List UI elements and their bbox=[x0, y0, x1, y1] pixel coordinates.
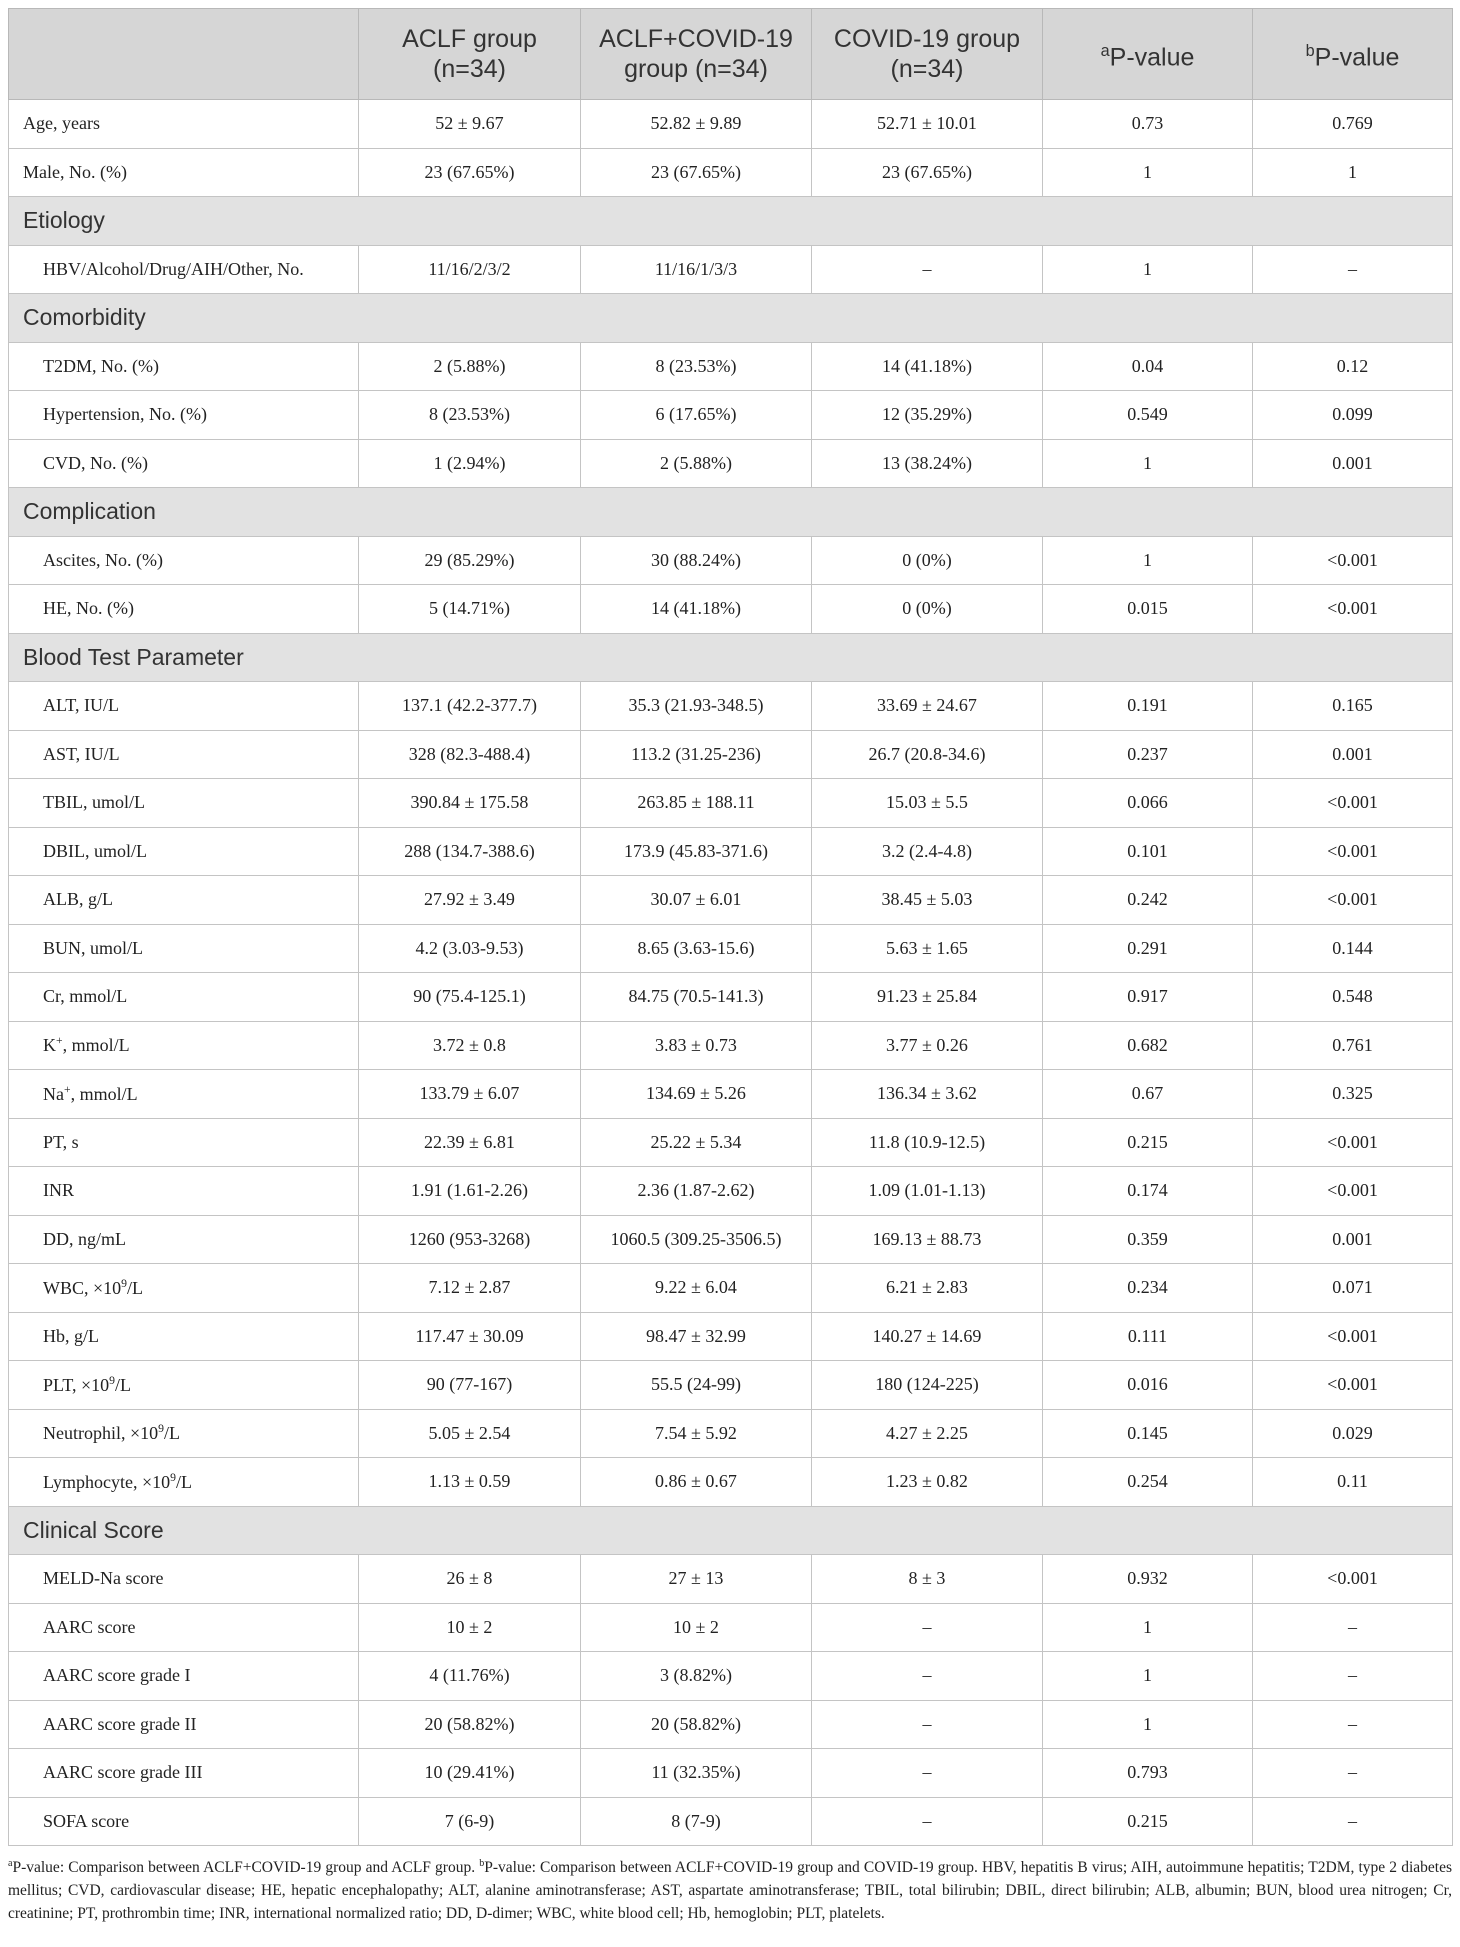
header-blank bbox=[9, 9, 359, 100]
table-row bbox=[9, 1749, 1453, 1798]
table-cell: 0.215 bbox=[1043, 1118, 1253, 1167]
table-cell: – bbox=[812, 1749, 1043, 1798]
table-row bbox=[9, 924, 1453, 973]
section-label: Blood Test Parameter bbox=[9, 633, 1453, 682]
table-cell: 10 ± 2 bbox=[581, 1603, 812, 1652]
row-label: AARC score grade I bbox=[9, 1652, 359, 1701]
table-cell: 8.65 (3.63-15.6) bbox=[581, 924, 812, 973]
table-cell: <0.001 bbox=[1253, 827, 1453, 876]
table-row bbox=[9, 1215, 1453, 1264]
table-cell: 0.682 bbox=[1043, 1021, 1253, 1070]
row-label: Male, No. (%) bbox=[9, 148, 359, 197]
table-cell: 1 (2.94%) bbox=[359, 439, 581, 488]
section-label: Etiology bbox=[9, 197, 1453, 246]
row-label: Na+, mmol/L bbox=[9, 1070, 359, 1119]
table-cell: 0.769 bbox=[1253, 100, 1453, 149]
table-cell: 3 (8.82%) bbox=[581, 1652, 812, 1701]
table-cell: 6.21 ± 2.83 bbox=[812, 1264, 1043, 1313]
table-row bbox=[9, 779, 1453, 828]
row-label: AST, IU/L bbox=[9, 730, 359, 779]
table-cell: 0.191 bbox=[1043, 682, 1253, 731]
row-label: PT, s bbox=[9, 1118, 359, 1167]
table-cell: 0.932 bbox=[1043, 1555, 1253, 1604]
table-cell: 6 (17.65%) bbox=[581, 391, 812, 440]
table-cell: 0.234 bbox=[1043, 1264, 1253, 1313]
table-cell: 27 ± 13 bbox=[581, 1555, 812, 1604]
table-cell: 0.86 ± 0.67 bbox=[581, 1458, 812, 1507]
table-cell: – bbox=[1253, 245, 1453, 294]
row-label: ALT, IU/L bbox=[9, 682, 359, 731]
header-a-pvalue: $^a$P-value bbox=[1043, 9, 1253, 100]
table-cell: 35.3 (21.93-348.5) bbox=[581, 682, 812, 731]
row-label: CVD, No. (%) bbox=[9, 439, 359, 488]
row-label: SOFA score bbox=[9, 1797, 359, 1846]
table-cell: 0.001 bbox=[1253, 439, 1453, 488]
table-cell: 1260 (953-3268) bbox=[359, 1215, 581, 1264]
table-cell: 52 ± 9.67 bbox=[359, 100, 581, 149]
table-cell: 26.7 (20.8-34.6) bbox=[812, 730, 1043, 779]
table-cell: 134.69 ± 5.26 bbox=[581, 1070, 812, 1119]
table-row bbox=[9, 391, 1453, 440]
row-label: DBIL, umol/L bbox=[9, 827, 359, 876]
table-cell: 91.23 ± 25.84 bbox=[812, 973, 1043, 1022]
table-row bbox=[9, 1458, 1453, 1507]
table-row bbox=[9, 1409, 1453, 1458]
table-cell: 23 (67.65%) bbox=[581, 148, 812, 197]
table-cell: 11/16/2/3/2 bbox=[359, 245, 581, 294]
table-cell: 1.91 (1.61-2.26) bbox=[359, 1167, 581, 1216]
table-cell: 1 bbox=[1043, 148, 1253, 197]
table-cell: – bbox=[1253, 1797, 1453, 1846]
table-row bbox=[9, 1312, 1453, 1361]
table-cell: 8 (23.53%) bbox=[359, 391, 581, 440]
table-cell: 10 (29.41%) bbox=[359, 1749, 581, 1798]
row-label: DD, ng/mL bbox=[9, 1215, 359, 1264]
row-label: Age, years bbox=[9, 100, 359, 149]
section-label: Comorbidity bbox=[9, 294, 1453, 343]
table-cell: 7.12 ± 2.87 bbox=[359, 1264, 581, 1313]
table-cell: 0.67 bbox=[1043, 1070, 1253, 1119]
table-row bbox=[9, 245, 1453, 294]
table-row bbox=[9, 1652, 1453, 1701]
table-cell: 136.34 ± 3.62 bbox=[812, 1070, 1043, 1119]
table-cell: 0.001 bbox=[1253, 730, 1453, 779]
table-cell: 20 (58.82%) bbox=[359, 1700, 581, 1749]
table-cell: 90 (75.4-125.1) bbox=[359, 973, 581, 1022]
table-cell: 7 (6-9) bbox=[359, 1797, 581, 1846]
header-covid-group: COVID-19 group (n=34) bbox=[812, 9, 1043, 100]
table-cell: <0.001 bbox=[1253, 1118, 1453, 1167]
table-cell: 0 (0%) bbox=[812, 585, 1043, 634]
row-label: MELD-Na score bbox=[9, 1555, 359, 1604]
table-cell: 0.359 bbox=[1043, 1215, 1253, 1264]
table-row bbox=[9, 148, 1453, 197]
data-table bbox=[8, 8, 1453, 1846]
header-b-pvalue: $^b$P-value bbox=[1253, 9, 1453, 100]
table-cell: 0.071 bbox=[1253, 1264, 1453, 1313]
table-cell: 2.36 (1.87-2.62) bbox=[581, 1167, 812, 1216]
table-cell: – bbox=[1253, 1749, 1453, 1798]
table-cell: 0.917 bbox=[1043, 973, 1253, 1022]
table-row bbox=[9, 876, 1453, 925]
section-row bbox=[9, 488, 1453, 537]
table-cell: <0.001 bbox=[1253, 536, 1453, 585]
table-row bbox=[9, 1167, 1453, 1216]
table-cell: 13 (38.24%) bbox=[812, 439, 1043, 488]
table-cell: 90 (77-167) bbox=[359, 1361, 581, 1410]
table-cell: 23 (67.65%) bbox=[812, 148, 1043, 197]
table-row bbox=[9, 973, 1453, 1022]
table-cell: 0.291 bbox=[1043, 924, 1253, 973]
table-cell: 30 (88.24%) bbox=[581, 536, 812, 585]
table-cell: 20 (58.82%) bbox=[581, 1700, 812, 1749]
table-cell: 117.47 ± 30.09 bbox=[359, 1312, 581, 1361]
row-label: BUN, umol/L bbox=[9, 924, 359, 973]
table-cell: – bbox=[812, 1603, 1043, 1652]
table-cell: 0.761 bbox=[1253, 1021, 1453, 1070]
table-cell: 1.23 ± 0.82 bbox=[812, 1458, 1043, 1507]
table-cell: 22.39 ± 6.81 bbox=[359, 1118, 581, 1167]
table-cell: 390.84 ± 175.58 bbox=[359, 779, 581, 828]
section-row bbox=[9, 1506, 1453, 1555]
table-cell: <0.001 bbox=[1253, 876, 1453, 925]
table-row bbox=[9, 682, 1453, 731]
table-body bbox=[9, 100, 1453, 1846]
row-label: Lymphocyte, $\times 10^9/L$ bbox=[9, 1458, 359, 1507]
table-cell: 4 (11.76%) bbox=[359, 1652, 581, 1701]
table-cell: – bbox=[812, 1797, 1043, 1846]
table-cell: 0.101 bbox=[1043, 827, 1253, 876]
table-cell: 30.07 ± 6.01 bbox=[581, 876, 812, 925]
section-label: Complication bbox=[9, 488, 1453, 537]
row-label: HBV/Alcohol/Drug/AIH/Other, No. bbox=[9, 245, 359, 294]
table-cell: 3.2 (2.4-4.8) bbox=[812, 827, 1043, 876]
table-row bbox=[9, 1361, 1453, 1410]
section-row bbox=[9, 197, 1453, 246]
table-cell: <0.001 bbox=[1253, 1361, 1453, 1410]
table-cell: 3.77 ± 0.26 bbox=[812, 1021, 1043, 1070]
table-cell: 11 (32.35%) bbox=[581, 1749, 812, 1798]
table-cell: – bbox=[1253, 1700, 1453, 1749]
table-cell: 27.92 ± 3.49 bbox=[359, 876, 581, 925]
table-cell: 169.13 ± 88.73 bbox=[812, 1215, 1043, 1264]
table-cell: 263.85 ± 188.11 bbox=[581, 779, 812, 828]
table-row bbox=[9, 439, 1453, 488]
table-cell: 3.72 ± 0.8 bbox=[359, 1021, 581, 1070]
table-cell: 113.2 (31.25-236) bbox=[581, 730, 812, 779]
table-cell: <0.001 bbox=[1253, 1312, 1453, 1361]
section-row bbox=[9, 294, 1453, 343]
table-row bbox=[9, 342, 1453, 391]
table-row bbox=[9, 1797, 1453, 1846]
table-cell: 0.174 bbox=[1043, 1167, 1253, 1216]
row-label: INR bbox=[9, 1167, 359, 1216]
table-row bbox=[9, 536, 1453, 585]
table-cell: 11.8 (10.9-12.5) bbox=[812, 1118, 1043, 1167]
row-label: Hb, g/L bbox=[9, 1312, 359, 1361]
row-label: AARC score grade II bbox=[9, 1700, 359, 1749]
table-cell: 0.144 bbox=[1253, 924, 1453, 973]
table-cell: 0.001 bbox=[1253, 1215, 1453, 1264]
table-cell: 5.05 ± 2.54 bbox=[359, 1409, 581, 1458]
table-row bbox=[9, 1118, 1453, 1167]
row-label: PLT, $\times 10^9/L$ bbox=[9, 1361, 359, 1410]
section-row bbox=[9, 633, 1453, 682]
table-cell: 1060.5 (309.25-3506.5) bbox=[581, 1215, 812, 1264]
table-cell: 26 ± 8 bbox=[359, 1555, 581, 1604]
table-cell: 25.22 ± 5.34 bbox=[581, 1118, 812, 1167]
table-row bbox=[9, 1070, 1453, 1119]
table-cell: 0.242 bbox=[1043, 876, 1253, 925]
section-label: Clinical Score bbox=[9, 1506, 1453, 1555]
header-aclf-group: ACLF group (n=34) bbox=[359, 9, 581, 100]
table-cell: 52.71 ± 10.01 bbox=[812, 100, 1043, 149]
table-row bbox=[9, 730, 1453, 779]
table-cell: 1 bbox=[1043, 1652, 1253, 1701]
table-cell: 1.09 (1.01-1.13) bbox=[812, 1167, 1043, 1216]
table-container bbox=[8, 8, 1452, 1925]
table-cell: 0.325 bbox=[1253, 1070, 1453, 1119]
row-label: WBC, $\times 10^9/L$ bbox=[9, 1264, 359, 1313]
table-cell: 2 (5.88%) bbox=[581, 439, 812, 488]
table-cell: 10 ± 2 bbox=[359, 1603, 581, 1652]
row-label: ALB, g/L bbox=[9, 876, 359, 925]
table-cell: 1 bbox=[1043, 1603, 1253, 1652]
table-cell: <0.001 bbox=[1253, 779, 1453, 828]
table-footnote: $^a$P-value: Comparison between ACLF+COVID-19 group and ACLF group. $^b$P-value: Comparison between ACLF+COVID-19 group and COVID-19 group. HBV, hepatitis B virus; AIH, autoimmune hepatitis; T2DM, type 2 diabetes mellitus; CVD, cardiovascular disease; HE, hepatic encephalopathy; ALT, alanine aminotransferase; AST, aspartate aminotransferase; TBIL, total bilirubin; DBIL, direct bilirubin; ALB, albumin; BUN, blood urea nitrogen; Cr, creatinine; PT, prothrombin time; INR, international normalized ratio; DD, D-dimer; WBC, white blood cell; Hb, hemoglobin; PLT, platelets. bbox=[8, 1858, 1452, 1923]
table-cell: 7.54 ± 5.92 bbox=[581, 1409, 812, 1458]
table-cell: <0.001 bbox=[1253, 1555, 1453, 1604]
table-cell: 0.549 bbox=[1043, 391, 1253, 440]
table-cell: <0.001 bbox=[1253, 1167, 1453, 1216]
row-label: Neutrophil, $\times 10^9/L$ bbox=[9, 1409, 359, 1458]
table-cell: – bbox=[812, 1700, 1043, 1749]
table-cell: 1 bbox=[1253, 148, 1453, 197]
table-cell: 0.237 bbox=[1043, 730, 1253, 779]
table-cell: 0.016 bbox=[1043, 1361, 1253, 1410]
table-cell: 0.111 bbox=[1043, 1312, 1253, 1361]
table-cell: 137.1 (42.2-377.7) bbox=[359, 682, 581, 731]
table-cell: – bbox=[812, 245, 1043, 294]
table-cell: 55.5 (24-99) bbox=[581, 1361, 812, 1410]
table-cell: 0.11 bbox=[1253, 1458, 1453, 1507]
table-cell: 29 (85.29%) bbox=[359, 536, 581, 585]
table-cell: 0.793 bbox=[1043, 1749, 1253, 1798]
table-row bbox=[9, 1700, 1453, 1749]
table-cell: 180 (124-225) bbox=[812, 1361, 1043, 1410]
table-cell: 0.548 bbox=[1253, 973, 1453, 1022]
table-row bbox=[9, 585, 1453, 634]
header-aclf-covid-group: ACLF+COVID-19 group (n=34) bbox=[581, 9, 812, 100]
row-label: T2DM, No. (%) bbox=[9, 342, 359, 391]
table-cell: 2 (5.88%) bbox=[359, 342, 581, 391]
table-cell: 23 (67.65%) bbox=[359, 148, 581, 197]
table-cell: 0.015 bbox=[1043, 585, 1253, 634]
table-cell: 5 (14.71%) bbox=[359, 585, 581, 634]
table-row bbox=[9, 1021, 1453, 1070]
table-cell: 5.63 ± 1.65 bbox=[812, 924, 1043, 973]
table-cell: 14 (41.18%) bbox=[812, 342, 1043, 391]
row-label: HE, No. (%) bbox=[9, 585, 359, 634]
table-cell: 4.27 ± 2.25 bbox=[812, 1409, 1043, 1458]
table-cell: 52.82 ± 9.89 bbox=[581, 100, 812, 149]
row-label: Hypertension, No. (%) bbox=[9, 391, 359, 440]
table-cell: 15.03 ± 5.5 bbox=[812, 779, 1043, 828]
table-cell: 8 (7-9) bbox=[581, 1797, 812, 1846]
table-cell: 38.45 ± 5.03 bbox=[812, 876, 1043, 925]
table-cell: 0.254 bbox=[1043, 1458, 1253, 1507]
table-cell: 33.69 ± 24.67 bbox=[812, 682, 1043, 731]
table-cell: 11/16/1/3/3 bbox=[581, 245, 812, 294]
table-cell: 8 ± 3 bbox=[812, 1555, 1043, 1604]
row-label: K+, mmol/L bbox=[9, 1021, 359, 1070]
table-cell: 0.099 bbox=[1253, 391, 1453, 440]
table-cell: 1 bbox=[1043, 1700, 1253, 1749]
table-cell: 3.83 ± 0.73 bbox=[581, 1021, 812, 1070]
table-cell: 0.215 bbox=[1043, 1797, 1253, 1846]
table-cell: 0.066 bbox=[1043, 779, 1253, 828]
table-cell: – bbox=[1253, 1652, 1453, 1701]
header-row bbox=[9, 9, 1453, 100]
table-row bbox=[9, 827, 1453, 876]
table-cell: 1.13 ± 0.59 bbox=[359, 1458, 581, 1507]
table-row bbox=[9, 100, 1453, 149]
table-cell: 328 (82.3-488.4) bbox=[359, 730, 581, 779]
table-cell: 98.47 ± 32.99 bbox=[581, 1312, 812, 1361]
row-label: AARC score bbox=[9, 1603, 359, 1652]
table-cell: 1 bbox=[1043, 536, 1253, 585]
table-cell: 12 (35.29%) bbox=[812, 391, 1043, 440]
table-cell: 0.12 bbox=[1253, 342, 1453, 391]
table-cell: 0.04 bbox=[1043, 342, 1253, 391]
table-cell: – bbox=[812, 1652, 1043, 1701]
table-cell: 1 bbox=[1043, 439, 1253, 488]
table-cell: 8 (23.53%) bbox=[581, 342, 812, 391]
table-cell: 4.2 (3.03-9.53) bbox=[359, 924, 581, 973]
table-cell: 0.73 bbox=[1043, 100, 1253, 149]
table-row bbox=[9, 1264, 1453, 1313]
table-cell: 0 (0%) bbox=[812, 536, 1043, 585]
table-cell: 84.75 (70.5-141.3) bbox=[581, 973, 812, 1022]
table-cell: 0.029 bbox=[1253, 1409, 1453, 1458]
table-cell: 173.9 (45.83-371.6) bbox=[581, 827, 812, 876]
table-cell: 133.79 ± 6.07 bbox=[359, 1070, 581, 1119]
row-label: Cr, mmol/L bbox=[9, 973, 359, 1022]
table-cell: 0.165 bbox=[1253, 682, 1453, 731]
table-cell: 288 (134.7-388.6) bbox=[359, 827, 581, 876]
table-cell: 0.145 bbox=[1043, 1409, 1253, 1458]
row-label: Ascites, No. (%) bbox=[9, 536, 359, 585]
table-cell: 1 bbox=[1043, 245, 1253, 294]
table-row bbox=[9, 1603, 1453, 1652]
table-cell: <0.001 bbox=[1253, 585, 1453, 634]
row-label: TBIL, umol/L bbox=[9, 779, 359, 828]
table-cell: – bbox=[1253, 1603, 1453, 1652]
table-cell: 140.27 ± 14.69 bbox=[812, 1312, 1043, 1361]
row-label: AARC score grade III bbox=[9, 1749, 359, 1798]
table-row bbox=[9, 1555, 1453, 1604]
table-cell: 9.22 ± 6.04 bbox=[581, 1264, 812, 1313]
table-cell: 14 (41.18%) bbox=[581, 585, 812, 634]
